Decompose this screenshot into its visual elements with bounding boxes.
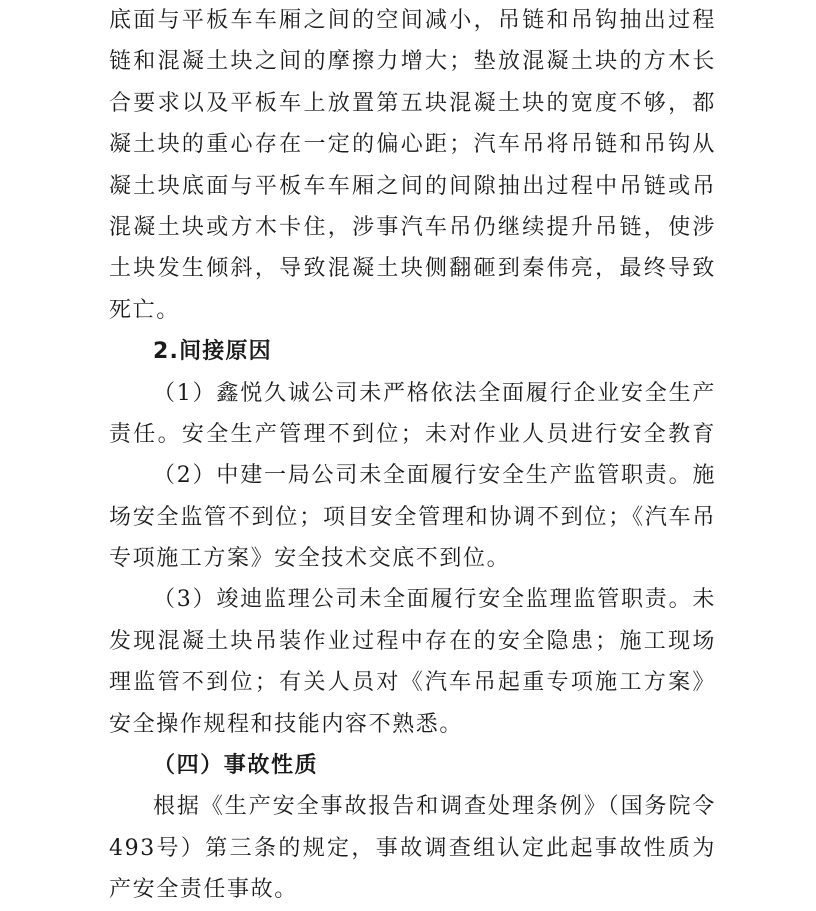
paragraph-nature-line-3: 产安全责任事故。 [109, 877, 298, 903]
paragraph-direct-cause-line-3: 合要求以及平板车上放置第五块混凝土块的宽度不够，都 [109, 90, 716, 116]
paragraph-indirect-3-line-4: 安全操作规程和技能内容不熟悉。 [109, 711, 464, 737]
paragraph-indirect-3-line-2: 发现混凝土块吊装作业过程中存在的安全隐患；施工现场 [109, 628, 716, 654]
paragraph-indirect-3-line-3: 理监管不到位；有关人员对《汽车吊起重专项施工方案》 [109, 670, 716, 696]
paragraph-indirect-2-line-2: 场安全监管不到位；项目安全管理和协调不到位；《汽车吊 [109, 504, 716, 530]
paragraph-indirect-1-line-1: （1）鑫悦久诚公司未严格依法全面履行企业安全生产 [153, 380, 716, 406]
section-heading-accident-nature: （四）事故性质 [153, 752, 319, 779]
paragraph-nature-line-2: 493号）第三条的规定，事故调查组认定此起事故性质为 [109, 835, 716, 861]
paragraph-direct-cause-line-2: 链和混凝土块之间的摩擦力增大；垫放混凝土块的方木长 [109, 49, 716, 75]
paragraph-indirect-1-line-2: 责任。安全生产管理不到位；未对作业人员进行安全教育 [109, 421, 716, 447]
paragraph-direct-cause-line-6: 混凝土块或方木卡住，涉事汽车吊仍继续提升吊链，使涉 [109, 214, 716, 240]
paragraph-nature-line-1: 根据《生产安全事故报告和调查处理条例》（国务院令 [153, 794, 716, 820]
section-heading-indirect-cause: 2.间接原因 [153, 339, 272, 365]
paragraph-indirect-2-line-1: （2）中建一局公司未全面履行安全生产监管职责。施 [153, 463, 716, 489]
paragraph-direct-cause-line-1: 底面与平板车车厢之间的空间减小，吊链和吊钩抽出过程 [109, 8, 716, 33]
paragraph-direct-cause-line-5: 凝土块底面与平板车车厢之间的间隙抽出过程中吊链或吊 [109, 173, 716, 199]
paragraph-direct-cause-line-4: 凝土块的重心存在一定的偏心距；汽车吊将吊链和吊钩从 [109, 132, 716, 158]
paragraph-direct-cause-line-8: 死亡。 [109, 297, 180, 323]
paragraph-indirect-3-line-1: （3）竣迪监理公司未全面履行安全监理监管职责。未 [153, 587, 716, 613]
paragraph-direct-cause-line-7: 土块发生倾斜，导致混凝土块侧翻砸到秦伟亮，最终导致 [109, 256, 716, 282]
paragraph-indirect-2-line-3: 专项施工方案》安全技术交底不到位。 [109, 546, 511, 572]
